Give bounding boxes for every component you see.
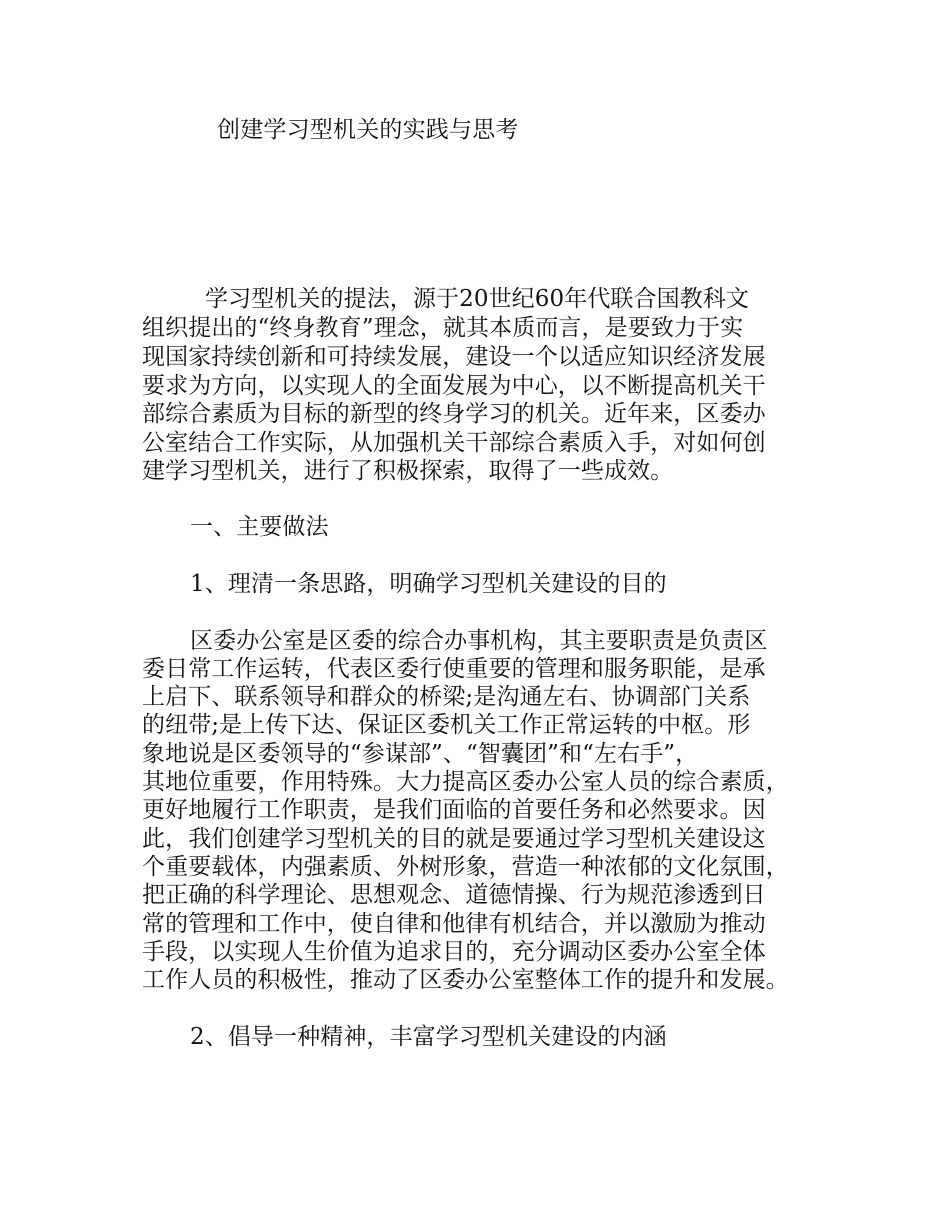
paragraph-line: 常的管理和工作中，使自律和他律有机结合，并以激励为推动 — [142, 911, 766, 937]
paragraph-line: 把正确的科学理论、思想观念、道德情操、行为规范渗透到日 — [142, 882, 766, 908]
paragraph-line: 建学习型机关，进行了积极探索，取得了一些成效。 — [142, 458, 674, 484]
paragraph-line: 工作人员的积极性，推动了区委办公室整体工作的提升和发展。 — [142, 967, 789, 993]
paragraph-line: 更好地履行工作职责，是我们面临的首要任务和必然要求。因 — [142, 797, 766, 823]
subheading-1: 1、理清一条思路，明确学习型机关建设的目的 — [190, 571, 667, 597]
subheading-2: 2、倡导一种精神，丰富学习型机关建设的内涵 — [190, 1024, 667, 1050]
paragraph-line: 委日常工作运转，代表区委行使重要的管理和服务职能，是承 — [142, 656, 766, 682]
paragraph-line: 的纽带;是上传下达、保证区委机关工作正常运转的中枢。形 — [142, 712, 751, 738]
paragraph-line: 区委办公室是区委的综合办事机构，其主要职责是负责区 — [190, 628, 768, 654]
paragraph-line: 手段，以实现人生价值为追求目的，充分调动区委办公室全体 — [142, 939, 766, 965]
paragraph-line: 其地位重要，作用特殊。大力提高区委办公室人员的综合素质， — [142, 769, 789, 795]
paragraph-line: 象地说是区委领导的“参谋部”、“智囊团”和“左右手”， — [142, 741, 699, 767]
paragraph-line: 组织提出的“终身教育”理念，就其本质而言，是要致力于实 — [142, 315, 744, 341]
paragraph-line: 个重要载体，内强素质、外树形象，营造一种浓郁的文化氛围， — [142, 854, 789, 880]
paragraph-line: 上启下、联系领导和群众的桥梁;是沟通左右、协调部门关系 — [142, 684, 751, 710]
paragraph-line: 要求为方向，以实现人的全面发展为中心，以不断提高机关干 — [142, 373, 766, 399]
paragraph-line: 公室结合工作实际，从加强机关干部综合素质入手，对如何创 — [142, 430, 766, 456]
section-heading: 一、主要做法 — [190, 514, 329, 540]
paragraph-line: 部综合素质为目标的新型的终身学习的机关。近年来，区委办 — [142, 401, 766, 427]
paragraph-line: 此，我们创建学习型机关的目的就是要通过学习型机关建设这 — [142, 826, 766, 852]
document-title: 创建学习型机关的实践与思考 — [217, 117, 519, 143]
paragraph-line: 现国家持续创新和可持续发展，建设一个以适应知识经济发展 — [142, 344, 766, 370]
paragraph-line: 学习型机关的提法，源于20世纪60年代联合国教科文 — [205, 286, 750, 312]
